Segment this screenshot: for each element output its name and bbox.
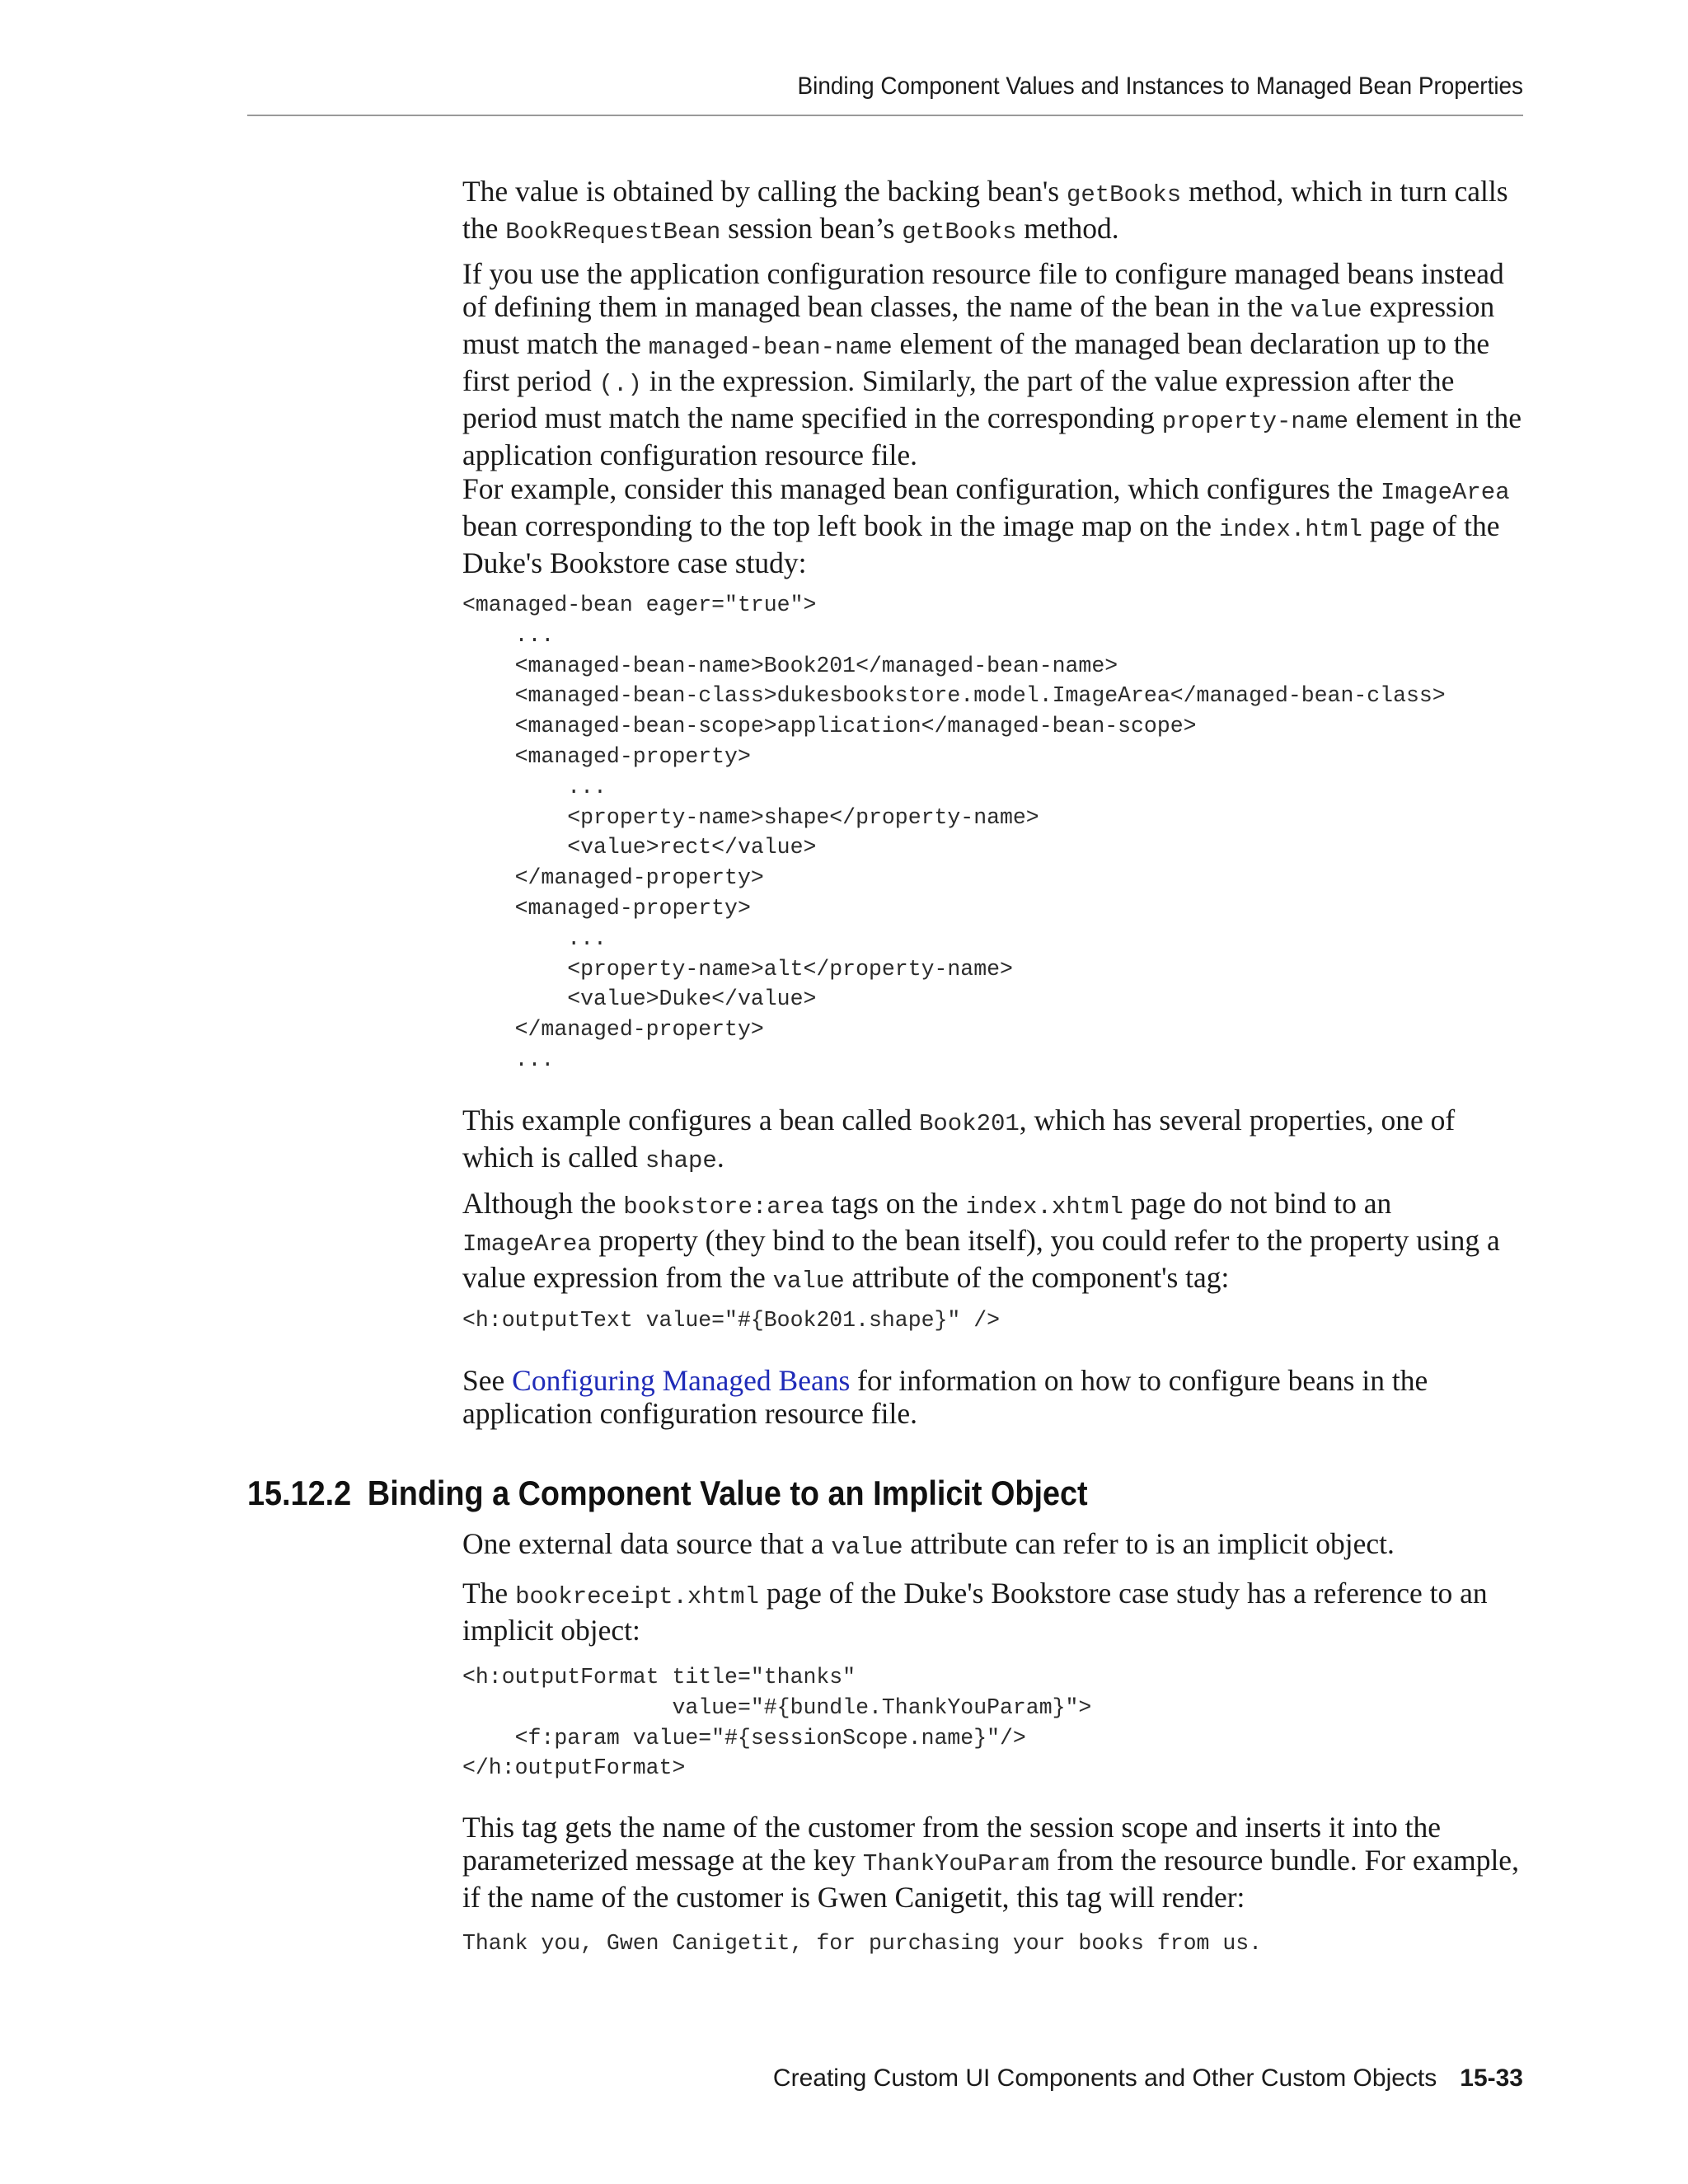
code-block-output-text: <h:outputText value="#{Book201.shape}" /> xyxy=(462,1308,1001,1333)
paragraph-bookstore-area: Although the bookstore:area tags on the index.xhtml page do not bind to an ImageArea property (they bind to the bean itself), you could refer to the property using a value expression from the value attribute of the component's tag: xyxy=(462,1187,1500,1295)
paragraph-bookreceipt: The bookreceipt.xhtml page of the Duke's Bookstore case study has a reference to an implicit object: xyxy=(462,1577,1488,1647)
code-shape: shape xyxy=(645,1147,717,1174)
footer-chapter-title: Creating Custom UI Components and Other Custom Objects xyxy=(772,2064,1437,2092)
section-title: Binding a Component Value to an Implicit Object xyxy=(367,1474,1088,1512)
code-book-request-bean: BookRequestBean xyxy=(505,218,721,246)
code-get-books-2: getBooks xyxy=(902,218,1017,246)
code-value-2: value xyxy=(772,1268,845,1295)
paragraph-config-resource-file: If you use the application configuration resource file to configure managed beans instead of defining them in managed bean classes, the name of the bean in the value expression must match the managed-bean-name element of the managed bean declaration up to the first period (.) in the expression. Similarly, the part of the value expression after the period must match the name specified in the corresponding property-name element in the application configuration resource file. xyxy=(462,257,1522,471)
paragraph-see-configuring: See Configuring Managed Beans for information on how to configure beans in the application configuration resource file. xyxy=(462,1364,1428,1430)
code-get-books: getBooks xyxy=(1066,181,1182,209)
link-configuring-managed-beans[interactable]: Configuring Managed Beans xyxy=(512,1364,851,1397)
code-image-area-2: ImageArea xyxy=(462,1230,592,1258)
code-image-area: ImageArea xyxy=(1380,479,1510,506)
paragraph-example-config: For example, consider this managed bean configuration, which configures the ImageArea bean corresponding to the top left book in the image map on the index.html page of the Duke's Bookstore case study: xyxy=(462,472,1510,579)
code-managed-bean-name: managed-bean-name xyxy=(648,334,893,361)
code-index-html: index.html xyxy=(1218,516,1362,543)
paragraph-backing-bean: The value is obtained by calling the backing bean's getBooks method, which in turn calls the BookRequestBean session bean’s getBooks method. xyxy=(462,175,1508,246)
section-heading xyxy=(247,1472,1395,1515)
code-value-3: value xyxy=(831,1534,903,1561)
code-value: value xyxy=(1290,297,1362,324)
code-thank-you-param: ThankYouParam xyxy=(862,1850,1050,1877)
code-period: (.) xyxy=(598,371,642,398)
section-number: 15.12.2 xyxy=(247,1474,352,1512)
header-rule xyxy=(247,115,1523,116)
code-bookreceipt-xhtml: bookreceipt.xhtml xyxy=(515,1583,759,1610)
code-block-managed-bean: <managed-bean eager="true"> ... <managed-bean-name>Book201</managed-bean-name> <managed-bean-class>dukesbookstore.model.ImageArea</managed-bean-class> <managed-bean-scope>application</managed-bean-scope> <managed-property> ... <property-name>shape</property-name> <value>rect</value> </managed-property> <managed-property> ... <property-name>alt</property-name> <value>Duke</value> </managed-property> ... xyxy=(462,593,1446,1072)
code-index-xhtml: index.xhtml xyxy=(965,1193,1123,1221)
code-property-name: property-name xyxy=(1161,408,1349,435)
code-block-output-format: <h:outputFormat title="thanks" value="#{bundle.ThankYouParam}"> <f:param value="#{sessionScope.name}"/> </h:outputFormat> xyxy=(462,1665,1092,1781)
code-block-rendered-output: Thank you, Gwen Canigetit, for purchasing your books from us. xyxy=(462,1931,1263,1956)
running-header: Binding Component Values and Instances to Managed Bean Properties xyxy=(797,73,1523,100)
paragraph-book201: This example configures a bean called Book201, which has several properties, one of which is called shape. xyxy=(462,1104,1456,1174)
code-bookstore-area: bookstore:area xyxy=(623,1193,824,1221)
code-book201: Book201 xyxy=(918,1110,1020,1137)
paragraph-implicit-object: One external data source that a value attribute can refer to is an implicit object. xyxy=(462,1527,1395,1561)
page-number: 15-33 xyxy=(1460,2064,1523,2092)
page-footer xyxy=(247,2064,1523,2093)
paragraph-session-scope: This tag gets the name of the customer from the session scope and inserts it into the parameterized message at the key ThankYouParam from the resource bundle. For example, if the name of the customer is Gwen Canigetit, this tag will render: xyxy=(462,1811,1519,1914)
